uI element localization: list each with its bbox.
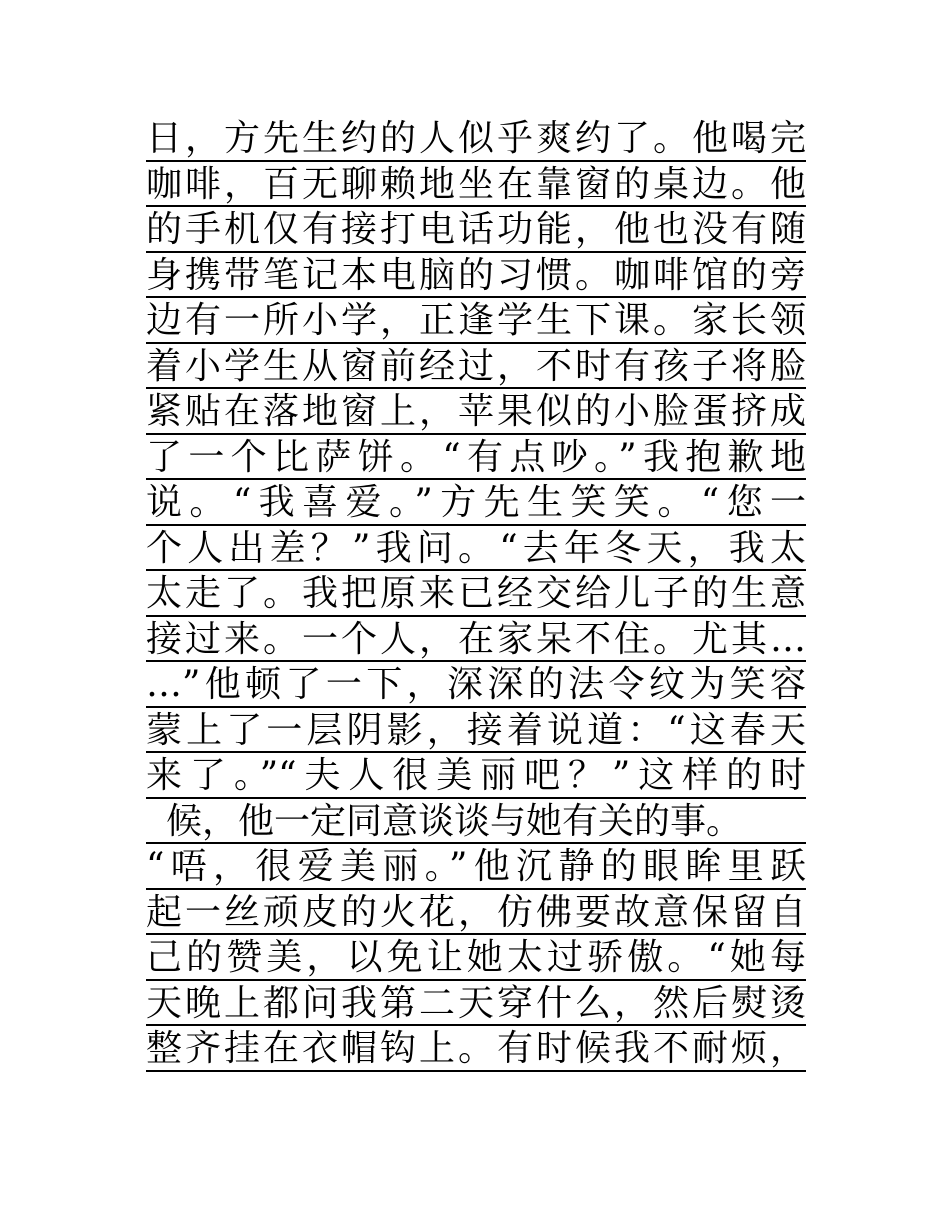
text-line: 着小学生从窗前经过，不时有孩子将脸 — [146, 344, 806, 390]
text-line: 来了。”“夫人很美丽吧？”这样的时 — [146, 753, 806, 799]
text-line: 己的赞美，以免让她太过骄傲。“她每 — [146, 935, 806, 981]
text-line: 候，他一定同意谈谈与她有关的事。 — [146, 799, 806, 845]
text-line: 身携带笔记本电脑的习惯。咖啡馆的旁 — [146, 253, 806, 299]
text-line: 整齐挂在衣帽钩上。有时候我不耐烦， — [146, 1026, 806, 1072]
text-line: 咖啡，百无聊赖地坐在靠窗的桌边。他 — [146, 162, 806, 208]
text-line: 个人出差？”我问。“去年冬天，我太 — [146, 526, 806, 572]
text-line: 说。“我喜爱。”方先生笑笑。“您一 — [146, 480, 806, 526]
text-line: …”他顿了一下，深深的法令纹为笑容 — [146, 662, 806, 708]
text-line: 紧贴在落地窗上，苹果似的小脸蛋挤成 — [146, 389, 806, 435]
text-line: 太走了。我把原来已经交给儿子的生意 — [146, 571, 806, 617]
text-line: 了一个比萨饼。“有点吵。”我抱歉地 — [146, 435, 806, 481]
text-line: 的手机仅有接打电话功能，他也没有随 — [146, 207, 806, 253]
text-line: 边有一所小学，正逢学生下课。家长领 — [146, 298, 806, 344]
text-line: 起一丝顽皮的火花，仿佛要故意保留自 — [146, 890, 806, 936]
text-line: “唔，很爱美丽。”他沉静的眼眸里跃 — [146, 844, 806, 890]
text-line: 日，方先生约的人似乎爽约了。他喝完 — [146, 116, 806, 162]
body-text — [146, 116, 806, 1072]
text-line: 接过来。一个人，在家呆不住。尤其… — [146, 617, 806, 663]
text-line: 天晚上都问我第二天穿什么，然后熨烫 — [146, 981, 806, 1027]
text-line: 蒙上了一层阴影，接着说道：“这春天 — [146, 708, 806, 754]
